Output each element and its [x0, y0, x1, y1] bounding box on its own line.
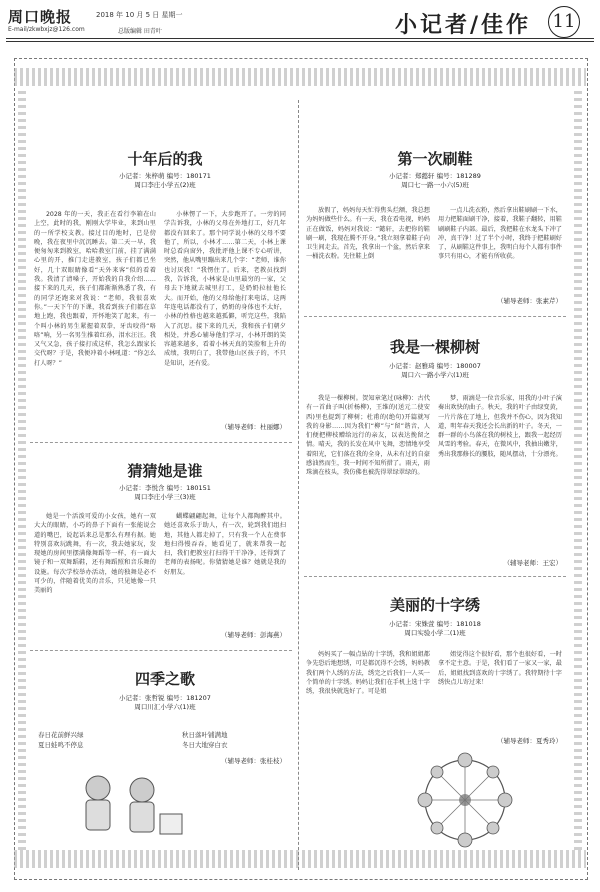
bottom-ornament-band	[14, 850, 586, 868]
masthead: 周口晚报	[8, 8, 73, 26]
teacher-credit: （辅导老师：杜丽娜）	[221, 423, 286, 431]
poem-line: 冬日大地穿白衣	[182, 741, 228, 749]
top-ornament-band	[14, 68, 586, 86]
article-column-left	[34, 512, 156, 610]
article-byline	[40, 484, 290, 502]
article-text: 妈妈买了一幅点钻的十字绣，我和姐姐都争先恐后地想绣，可是都沉得不会绣，妈妈教我们两个人绣的方法，绣完之后我们一人买一个简单的十字绣。妈妈让我们在手机上选十字绣，我很快就选好了。可是姐	[306, 651, 430, 696]
article-title: 美丽的十字绣	[389, 596, 480, 614]
article-column-left	[306, 206, 430, 300]
byline-school: 周口六一路小学六(1)班	[401, 371, 469, 379]
article-text: 蝴蝶翩翩起舞，让每个人都陶醉其中。她还喜欢乐于助人，有一次，轮到我们组扫地，其他人都走掉了，只有我一个人在费事地扫得慢吞吞，她看见了，就来帮我一起扫，我们把教室打扫得干干净净，还得到了老师的表扬呢。你猜猜她是谁？她就是我的好朋友。	[164, 513, 286, 576]
article-byline	[40, 694, 290, 712]
article-column-left	[306, 394, 430, 556]
article-separator	[304, 576, 566, 577]
article-text: 她是一个活泼可爱的小女孩，她有一双大大的眼睛，小巧的鼻子下面有一张能说会道的嘴巴，说起话来总是那么有理有据。她特别喜欢玩跳舞，有一次，我去她家玩，发现她的房间里摆满像舞蹈等一样，有一面大镜子和一双舞蹈鞋，还有舞蹈照和音乐舞的设施。每次学校举办活动，她的独舞是必不可少的，伴随着优美的音乐，只见她像一只美丽的	[34, 513, 156, 595]
article-text: 姐觉得这个很好看，那个也很好看，一时拿不定主意。于是，我们看了一家又一家，最后，姐姐找到喜欢的十字绣了。我特期待十字绣快点儿寄过来！	[438, 651, 562, 686]
article-text: 放假了，妈妈每天忙得焦头烂额，我总想为妈妈做些什么。有一天，我在看电视，妈妈正在做饭，妈妈对我说：“懿轩，去把你的鞋刷一刷，我现在腾不开身。”我立刻拿着鞋子向卫生间走去。首先，我拿出一个盆，然后拿来一桶洗衣粉。先往鞋上倒	[306, 207, 430, 261]
page-number-badge: 11	[548, 6, 580, 38]
article-column-right	[164, 512, 286, 610]
article-column-left	[306, 650, 430, 746]
teacher-credit: （辅导老师：张素芹）	[497, 297, 562, 305]
email-line: E-mail/zkwbxjz@126.com	[8, 26, 85, 33]
poem-line: 秋日落叶铺满地	[182, 731, 228, 739]
article-separator	[30, 442, 292, 443]
editor-line: 总版编辑 田青叶	[118, 28, 162, 35]
teacher-credit: （辅导老师：王宏）	[503, 559, 562, 567]
byline-school: 周口川汇小学六(1)班	[134, 703, 196, 711]
byline-school: 周口李庄小学三(3)班	[134, 493, 196, 501]
date-line: 2018 年 10 月 5 日 星期一	[96, 11, 183, 19]
article-separator	[304, 316, 566, 317]
article-title: 十年后的我	[127, 150, 203, 168]
poem-line: 夏日蛙鸣不停息	[38, 741, 84, 749]
article-text: 2028 年的一天，我正在看行李箱在山上空，此时的我，刚刚大学毕业，来到山里的一所学校支教。接过目的地时，已是傍晚，我在夜里中沉沉睡去。第二天一早，我便匆匆来到教室，哈哈教室门前，挂了满满心里的开，推门走进教室，孩子们都已坐好，几十双眼睛像看“天外来客”似的看着我。我清了清嗓子，开始我的自我介绍……接下来的几天，孩子们都渐渐熟悉了我，有的同学还跑来对我说：“老师，我很喜欢你。”一天下午的下课，我看到孩子们都在草地上跑，我也跟着，开怀地笑了起来，有一个叫小林的男生紧握着双拳，牙齿咬得“咯咯”响，另一名男生推着红孙，泪水汪汪。我又气又急，孩子接打成这样，我怎么跟家长交代呀？于是，我便冲着小林吼道：“你怎么打人呀？”	[34, 211, 156, 367]
article-column-right	[438, 650, 562, 730]
poem-left	[38, 730, 148, 750]
byline-school: 周口七一路一小六(5)班	[401, 181, 469, 189]
byline-school: 周口李庄小学五(2)班	[134, 181, 196, 189]
article-column-left	[34, 210, 156, 422]
article-text: 小林愣了一下，大步跑开了。一旁的同学告诉我，小林的父母在外地打工，好几年都没有回来了。那个同学说小林的父母不要他了，所以，小林才……第二天，小林上课时总看向窗外，我批评他上课不专心听讲，突然，他从嘴里蹦出来几个字：“老师，谁你也讨厌我！”我愣住了。后来，老教员找到我，告诉我，小林家是山里最穷的一家，父母去下地就去城里打工，是奶奶拉扯他长大。而开始，他的父母给他打来电话，这两年连电话都没有了，奶奶的身体也不太好，小林的性格也越来越孤僻，听完这些，我陷入了沉思。接下来的几天，我和孩子们朝夕相处，并悉心辅导他们学习，小林开朗的笑容越来越多，看着小林天真的笑脸和上升的成绩，我明白了，我带他山区孩子的，不只是知识，还有爱。	[164, 211, 286, 367]
header-rule	[6, 38, 594, 39]
article-text: 我是一棵柳树。贺知章笔过(咏柳)：古代有一首曲子叫(折杨柳)，王维的(送元二使安西)里也提到了柳树；杜甫的(绝句)开篇就写我的身影……因为我们“柳”与“留”谐音，人们便把柳枝赠给远行的亲友，以表达挽留之情。晴天，我的长发在风中飞舞，恋情地享受着阳光，它们落在我的全身，从未有过的自豪感油然而生，我一时间不知所措了。雨天，雨珠滴在枝头，我仿佛也被洗得翠绿翠绿的。	[306, 395, 430, 477]
byline-author: 小记者：张哲锐 编号：181207	[119, 694, 211, 702]
article-text: 梦，雨滴是一位音乐家，用我的小叶子演奏出欢快的曲子。秋天，我的叶子由绿变黄，一片片落在了地上，但我并不伤心，因为我知道，明年春天我还会长出新的叶子。冬天，一群一群的小鸟落在我的树枝上，跟我一起经历风雪的考验。春天，在微风中，我抽出嫩芽，秀出我那修长的腰肢，随风摆动，十分漂亮。	[438, 395, 562, 458]
byline-author: 小记者：李悦含 编号：180151	[119, 484, 211, 492]
byline-author: 小记者：郑懿轩 编号：181289	[389, 172, 481, 180]
article-byline	[40, 172, 290, 190]
children-illustration	[70, 770, 190, 850]
byline-school: 周口实验小学二(1)班	[404, 629, 466, 637]
header-rule-thin	[6, 41, 594, 42]
teacher-credit: （辅导老师：夏秀玲）	[497, 737, 562, 745]
column-divider	[298, 100, 299, 870]
left-ornament-column	[18, 90, 26, 850]
article-byline	[310, 362, 560, 380]
teacher-credit: （辅导老师：张桂枝）	[221, 757, 286, 765]
byline-author: 小记者：赵雅琦 编号：180007	[389, 362, 481, 370]
article-title: 第一次刷鞋	[397, 150, 473, 168]
article-column-right	[438, 394, 562, 556]
article-text: 一点儿洗衣粉，然后拿出鞋刷刷一下水，用力把鞋面刷干净，接着，我鞋子翻转，用鞋刷刷鞋子内部。最后，我把鞋在水龙头下冲了冲，真干净！过了半个小时，我终于把鞋刷好了，从刷鞋这件事上，我明白每个人都有事件事只有用心，才能有所收获。	[438, 207, 562, 261]
poem-right	[182, 730, 292, 750]
article-title: 四季之歌	[134, 670, 195, 688]
ferris-wheel-illustration	[380, 752, 550, 848]
poem-line: 春日花前鲜兴绿	[38, 731, 84, 739]
article-column-right	[164, 210, 286, 422]
article-title: 猜猜她是谁	[127, 462, 203, 480]
teacher-credit: （辅导老师：彭海燕）	[221, 631, 286, 639]
byline-author: 小记者：宋姝萱 编号：181018	[389, 620, 481, 628]
article-byline	[310, 620, 560, 638]
section-title: 小记者/佳作	[395, 12, 532, 38]
right-ornament-column	[574, 90, 582, 850]
article-title: 我是一棵柳树	[389, 338, 480, 356]
article-byline	[310, 172, 560, 190]
article-separator	[30, 650, 292, 651]
article-column-right	[438, 206, 562, 300]
byline-author: 小记者：朱梓萌 编号：180171	[119, 172, 211, 180]
